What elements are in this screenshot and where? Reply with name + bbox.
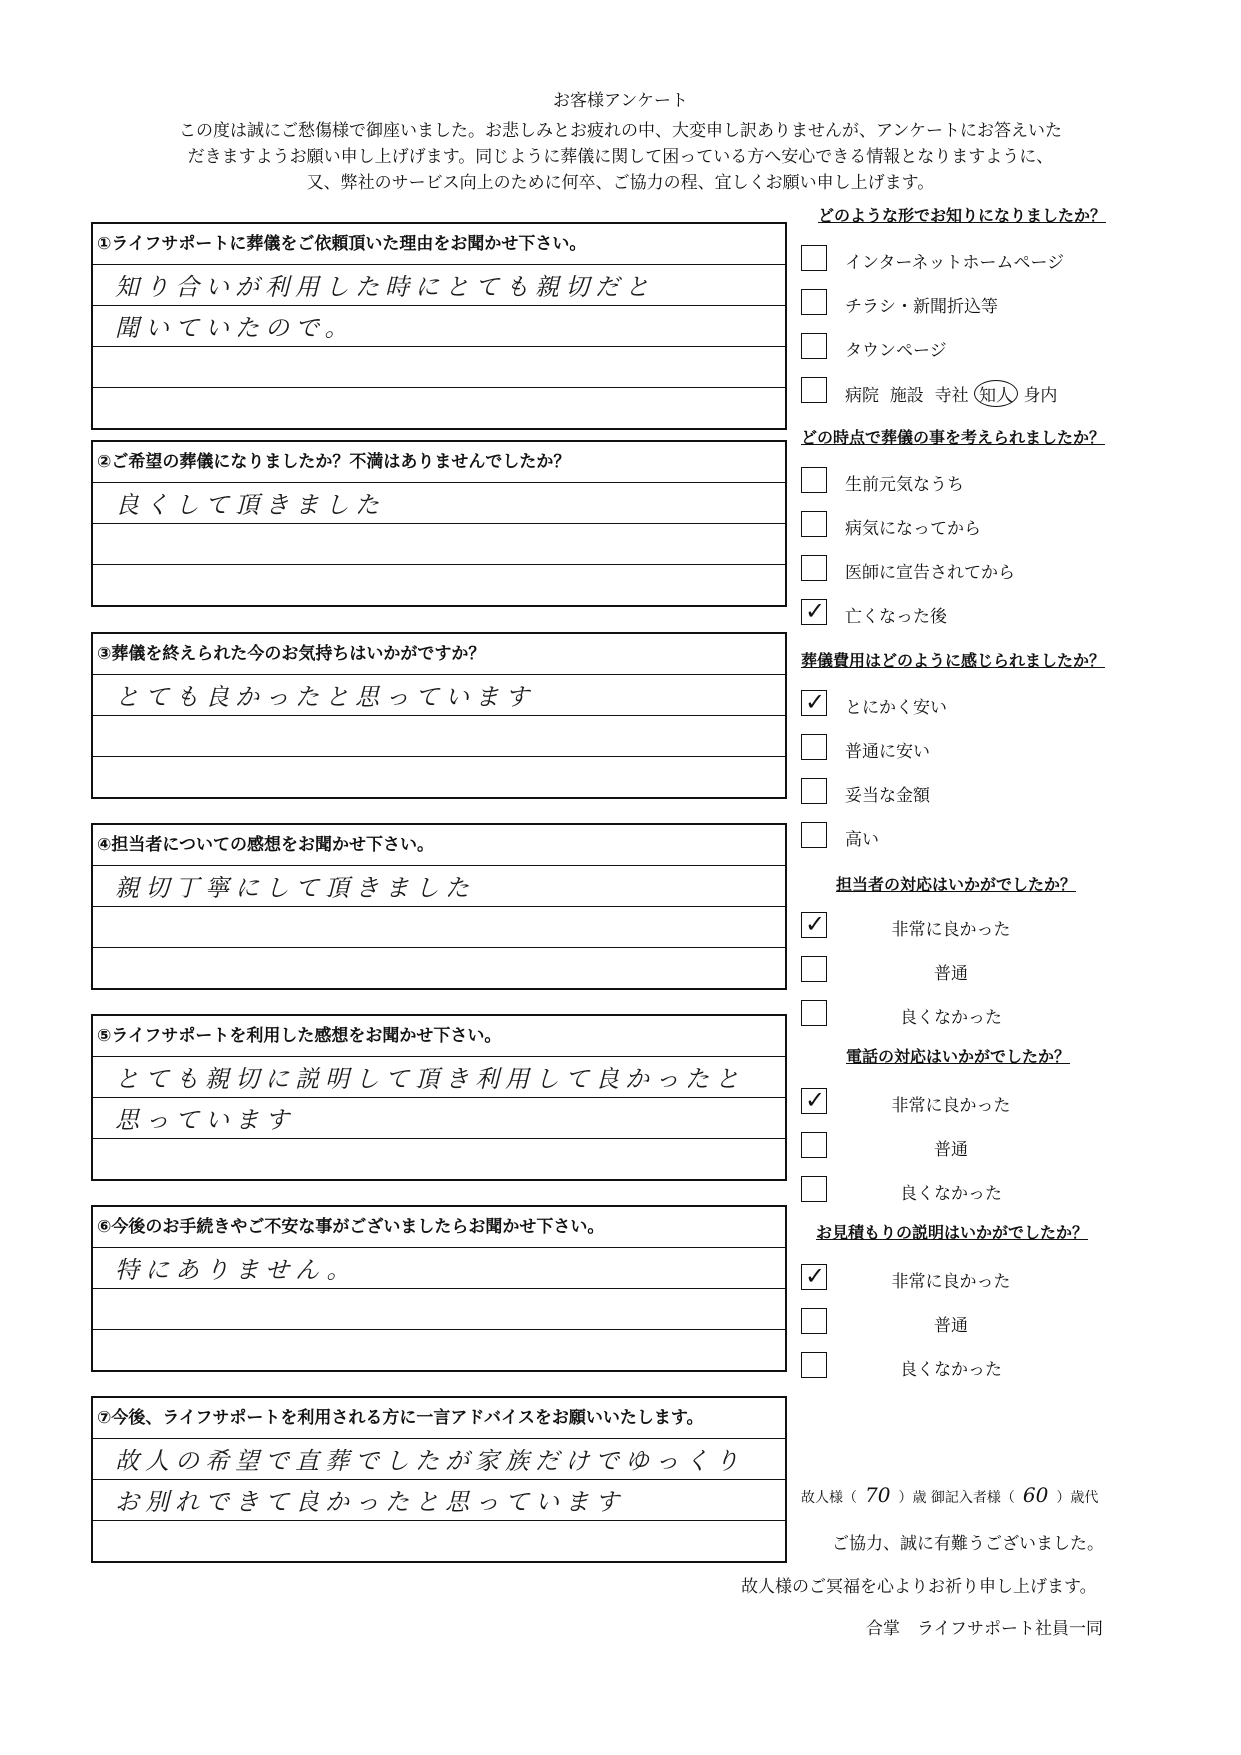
option-label: 高い <box>845 830 879 850</box>
closing-thanks: ご協力、誠に有難うございました。 <box>832 1534 1104 1554</box>
answer-line[interactable] <box>93 948 785 988</box>
deceased-age-value[interactable]: 70 <box>865 1483 891 1507</box>
option-label: 普通 <box>934 1316 968 1336</box>
option-label: とにかく安い <box>845 698 947 718</box>
checkbox-checked[interactable] <box>801 599 827 625</box>
option-label: 良くなかった <box>900 1184 1002 1204</box>
option-label: 普通に安い <box>845 742 930 762</box>
option-label: 良くなかった <box>900 1008 1002 1028</box>
answer-line[interactable] <box>93 1139 785 1179</box>
answer-line[interactable] <box>93 907 785 948</box>
option-label: インターネットホームページ <box>845 253 1065 273</box>
option-very-cheap[interactable] <box>801 690 1101 718</box>
check-mark-icon: ✓ <box>805 1262 826 1290</box>
checkbox[interactable] <box>801 333 827 359</box>
answer-line[interactable] <box>93 1248 785 1289</box>
intro-text <box>0 118 1241 196</box>
option-phone-normal[interactable] <box>801 1132 1101 1160</box>
answer-line[interactable] <box>93 1057 785 1098</box>
option-label: 亡くなった後 <box>845 607 947 627</box>
answer-line[interactable] <box>93 306 785 347</box>
deceased-age-label: 故人様（ <box>801 1490 857 1506</box>
checkbox[interactable] <box>801 467 827 493</box>
handwritten-answer: 特にありません。 <box>115 1256 357 1284</box>
section-heading-source: どのような形でお知りになりましたか？ <box>818 206 1107 225</box>
answer-line[interactable] <box>93 388 785 428</box>
question-2-box <box>91 440 787 607</box>
checkbox[interactable] <box>801 245 827 271</box>
handwritten-answer: 思っています <box>115 1106 295 1134</box>
option-label: 非常に良かった <box>891 1272 1011 1292</box>
option-expensive[interactable] <box>801 822 1101 850</box>
option-referral[interactable] <box>801 377 1121 405</box>
answer-line[interactable] <box>93 565 785 605</box>
option-label: 妥当な金額 <box>845 786 930 806</box>
option-label: 生前元気なうち <box>845 475 964 495</box>
option-estimate-poor[interactable] <box>801 1352 1101 1380</box>
question-4-heading: ④担当者についての感想をお聞かせ下さい。 <box>93 825 785 866</box>
checkbox[interactable] <box>801 734 827 760</box>
writer-age-label: 御記入者様（ <box>930 1490 1015 1506</box>
check-mark-icon: ✓ <box>805 1086 826 1114</box>
option-illness[interactable] <box>801 511 1101 539</box>
question-2-heading: ②ご希望の葬儀になりましたか？不満はありませんでしたか？ <box>93 442 785 483</box>
answer-line[interactable] <box>93 1289 785 1330</box>
check-mark-icon: ✓ <box>805 688 826 716</box>
question-7-heading: ⑦今後、ライフサポートを利用される方に一言アドバイスをお願いいたします。 <box>93 1398 785 1439</box>
question-4-box <box>91 823 787 990</box>
handwritten-answer: 親切丁寧にして頂きました <box>115 874 475 902</box>
question-6-box <box>91 1205 787 1372</box>
section-heading-estimate: お見積もりの説明はいかがでしたか？ <box>816 1223 1089 1242</box>
handwritten-answer: 聞いていたので。 <box>115 314 355 342</box>
option-label <box>845 380 1057 407</box>
option-townpage[interactable] <box>801 333 1101 361</box>
handwritten-answer: 知り合いが利用した時にとても親切だと <box>115 273 655 301</box>
answer-line[interactable] <box>93 866 785 907</box>
question-1-box <box>91 222 787 430</box>
handwritten-answer: お別れできて良かったと思っています <box>115 1488 625 1516</box>
facility-text: 施設 <box>889 386 924 406</box>
form-title: お客様アンケート <box>553 91 688 111</box>
answer-line[interactable] <box>93 1439 785 1480</box>
question-1-heading: ①ライフサポートに葬儀をご依頼頂いた理由をお聞かせ下さい。 <box>93 224 785 265</box>
option-label: タウンページ <box>845 341 947 361</box>
check-mark-icon: ✓ <box>805 910 826 938</box>
intro-line: だきますようお願い申し上げげます。同じように葬儀に関して困っている方へ安心できる情報となりますように、 <box>187 147 1054 167</box>
option-staff-excellent[interactable] <box>801 912 1101 940</box>
option-phone-excellent[interactable] <box>801 1088 1101 1116</box>
option-label: 普通 <box>934 964 968 984</box>
writer-age-value[interactable]: 60 <box>1022 1483 1049 1507</box>
check-mark-icon: ✓ <box>805 597 826 625</box>
question-5-heading: ⑤ライフサポートを利用した感想をお聞かせ下さい。 <box>93 1016 785 1057</box>
checkbox[interactable] <box>801 289 827 315</box>
answer-line[interactable] <box>93 675 785 716</box>
age-row <box>801 1483 1098 1507</box>
option-estimate-excellent[interactable] <box>801 1264 1101 1292</box>
option-label: 病気になってから <box>845 519 981 539</box>
handwritten-answer: とても良かったと思っています <box>115 683 535 711</box>
option-reasonable[interactable] <box>801 778 1101 806</box>
closing-prayer: 故人様のご冥福を心よりお祈り申し上げます。 <box>741 1577 1097 1597</box>
handwritten-answer: とても親切に説明して頂き利用して良かったと <box>115 1065 745 1093</box>
handwritten-answer: 良くして頂きました <box>115 491 385 519</box>
option-internet[interactable] <box>801 245 1101 273</box>
answer-line[interactable] <box>93 757 785 797</box>
option-alive[interactable] <box>801 467 1101 495</box>
option-diagnosis[interactable] <box>801 555 1101 583</box>
temple-text: 寺社 <box>934 386 969 406</box>
answer-line[interactable] <box>93 524 785 565</box>
option-label: 普通 <box>934 1140 968 1160</box>
question-7-box <box>91 1396 787 1563</box>
section-heading-staff: 担当者の対応はいかがでしたか？ <box>836 875 1077 894</box>
writer-age-unit: ）歳代 <box>1056 1490 1099 1506</box>
question-6-heading: ⑥今後のお手続きやご不安な事がございましたらお聞かせ下さい。 <box>93 1207 785 1248</box>
intro-line: 又、弊社のサービス向上のために何卒、ご協力の程、宜しくお願い申し上げます。 <box>306 173 935 193</box>
handwritten-answer: 故人の希望で直葬でしたが家族だけでゆっくり <box>115 1447 745 1475</box>
option-label: 医師に宣告されてから <box>845 563 1015 583</box>
option-staff-poor[interactable] <box>801 1000 1101 1028</box>
checkbox[interactable] <box>801 511 827 537</box>
checkbox-checked[interactable] <box>801 690 827 716</box>
option-flyer[interactable] <box>801 289 1101 317</box>
answer-line[interactable] <box>93 1098 785 1139</box>
section-heading-phone: 電話の対応はいかがでしたか？ <box>846 1047 1071 1066</box>
option-staff-normal[interactable] <box>801 956 1101 984</box>
section-heading-cost: 葬儀費用はどのように感じられましたか？ <box>801 651 1106 670</box>
answer-line[interactable] <box>93 483 785 524</box>
answer-line[interactable] <box>93 1521 785 1561</box>
relative-text: 身内 <box>1023 386 1058 406</box>
option-label: チラシ・新聞折込等 <box>845 297 998 317</box>
option-phone-poor[interactable] <box>801 1176 1101 1204</box>
intro-line: この度は誠にご愁傷様で御座いました。お悲しみとお疲れの中、大変申し訳ありませんが、アンケートにお答えいた <box>179 121 1062 141</box>
checkbox[interactable] <box>801 822 827 848</box>
closing-signature: 合掌 ライフサポート社員一同 <box>866 1619 1103 1639</box>
acquaintance-circled: 知人 <box>974 380 1018 407</box>
checkbox[interactable] <box>801 778 827 804</box>
checkbox[interactable] <box>801 377 827 403</box>
answer-line[interactable] <box>93 716 785 757</box>
hospital-text: 病院 <box>845 386 879 406</box>
question-3-heading: ③葬儀を終えられた今のお気持ちはいかがですか？ <box>93 634 785 675</box>
option-estimate-normal[interactable] <box>801 1308 1101 1336</box>
option-after-death[interactable] <box>801 599 1101 627</box>
option-label: 良くなかった <box>900 1360 1002 1380</box>
answer-line[interactable] <box>93 347 785 388</box>
answer-line[interactable] <box>93 1480 785 1521</box>
answer-line[interactable] <box>93 265 785 306</box>
option-cheap[interactable] <box>801 734 1101 762</box>
question-3-box <box>91 632 787 799</box>
option-label: 非常に良かった <box>891 1096 1011 1116</box>
option-label: 非常に良かった <box>891 920 1011 940</box>
answer-line[interactable] <box>93 1330 785 1370</box>
question-5-box <box>91 1014 787 1181</box>
section-heading-timing: どの時点で葬儀の事を考えられましたか？ <box>801 428 1106 447</box>
checkbox[interactable] <box>801 555 827 581</box>
deceased-age-unit: ）歳 <box>898 1490 927 1506</box>
